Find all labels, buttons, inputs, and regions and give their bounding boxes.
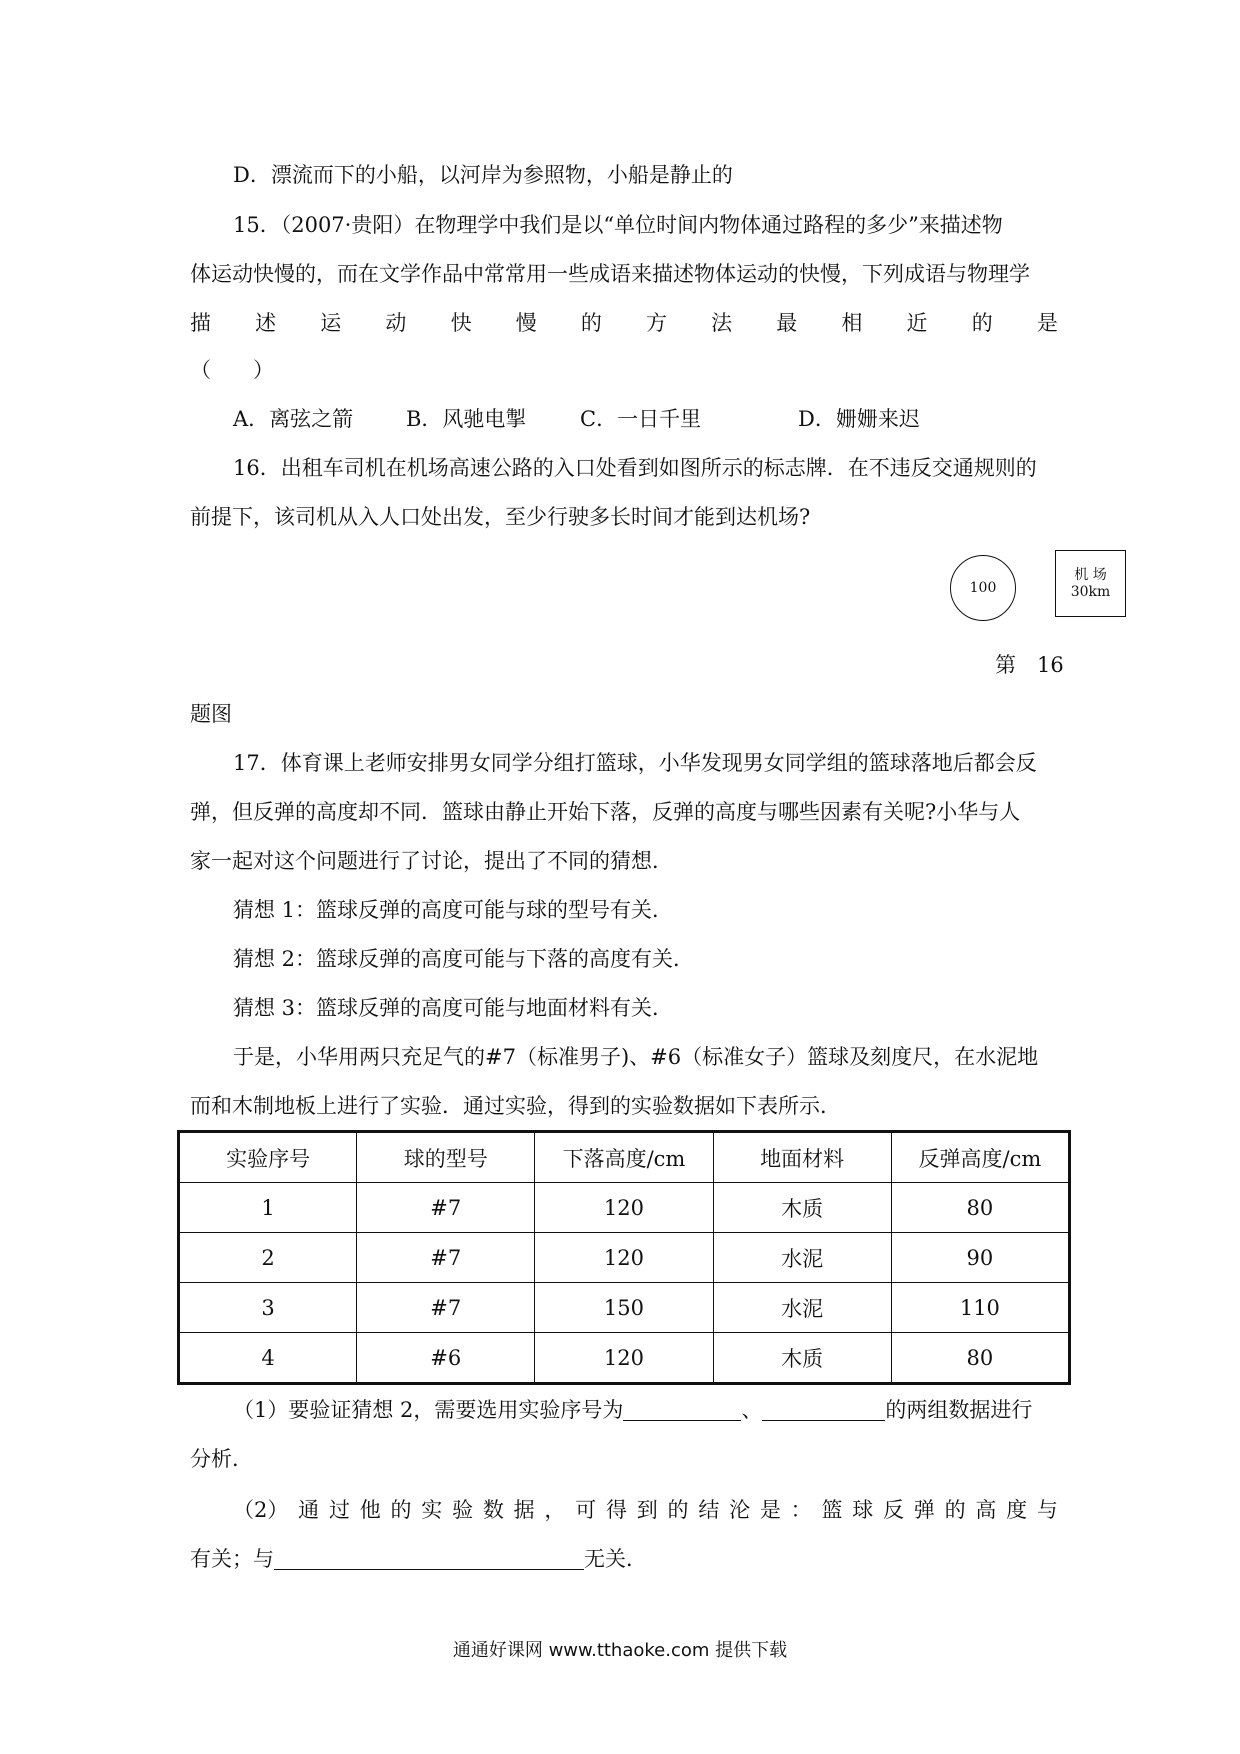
question-17-line-2: 弹，但反弹的高度却不同．篮球由静止开始下落，反弹的高度与哪些因素有关呢?小华与人 — [190, 800, 1021, 824]
justified-char: 描 — [190, 311, 211, 335]
sub-question-1-text: （1）要验证猜想 2，需要选用实验序号为 — [233, 1398, 624, 1422]
justified-char: 沦 — [729, 1498, 751, 1522]
table-row — [179, 1233, 1070, 1283]
table-header: 实验序号 — [179, 1132, 357, 1183]
airport-distance-sign — [1055, 550, 1126, 617]
table-cell: 木质 — [713, 1183, 891, 1233]
justified-char: 到 — [636, 1498, 658, 1522]
justified-char: 近 — [906, 311, 928, 335]
justified-char: 可 — [575, 1498, 597, 1522]
speed-limit-sign: 100 — [950, 555, 1016, 621]
justified-char: 验 — [452, 1498, 474, 1522]
justified-char: 方 — [645, 311, 667, 335]
table-cell: 1 — [179, 1183, 357, 1233]
table-header: 反弹高度/cm — [891, 1132, 1069, 1183]
sub-question-1-text-end: 的两组数据进行 — [885, 1398, 1033, 1422]
experiment-line-2: 而和木制地板上进行了实验．通过实验，得到的实验数据如下表所示． — [190, 1094, 841, 1118]
justified-char: 得 — [605, 1498, 627, 1522]
justified-char: 数 — [482, 1498, 504, 1522]
justified-char: 弹 — [913, 1498, 935, 1522]
table-cell: 木质 — [713, 1333, 891, 1384]
table-cell: #6 — [357, 1333, 535, 1384]
table-cell: 水泥 — [713, 1283, 891, 1333]
table-cell: 120 — [535, 1233, 713, 1283]
answer-blank[interactable] — [274, 1547, 584, 1570]
justified-char: 运 — [320, 311, 342, 335]
footer-credit: 通通好课网 www.tthaoke.com 提供下载 — [452, 1640, 788, 1661]
justified-char: 度 — [1006, 1498, 1028, 1522]
justified-char: 篮 — [821, 1498, 843, 1522]
justified-char: 他 — [359, 1498, 381, 1522]
justified-char: 结 — [698, 1498, 720, 1522]
option-c: C．一日千里 — [580, 407, 702, 431]
data-table — [177, 1130, 1071, 1385]
option-b: B．风驰电掣 — [406, 407, 527, 431]
table-row — [179, 1183, 1070, 1233]
question-16-line-1: 16．出租车司机在机场高速公路的入口处看到如图所示的标志牌．在不违反交通规则的 — [233, 456, 1037, 480]
table-cell: #7 — [357, 1233, 535, 1283]
experiment-line-1: 于是，小华用两只充足气的#7（标准男子)、#6（标准女子）篮球及刻度尺，在水泥地 — [233, 1045, 1039, 1069]
question-17-line-1: 17．体育课上老师安排男女同学分组打篮球，小华发现男女同学组的篮球落地后都会反 — [233, 751, 1037, 775]
justified-char: 的 — [667, 1498, 689, 1522]
justified-char: 慢 — [515, 311, 537, 335]
option-a: A．离弦之箭 — [233, 407, 354, 431]
justified-char: 的 — [390, 1498, 412, 1522]
justified-char: 的 — [580, 311, 602, 335]
question-17-line-3: 家一起对这个问题进行了讨论，提出了不同的猜想． — [190, 849, 673, 873]
justified-char: 球 — [852, 1498, 874, 1522]
sub-question-1-line-2: 分析． — [190, 1447, 253, 1471]
question-15-options — [233, 404, 1073, 434]
table-header-row — [179, 1132, 1070, 1183]
table-cell: 80 — [891, 1183, 1069, 1233]
question-16-line-2: 前提下，该司机从入人口处出发，至少行驶多长时间才能到达机场? — [190, 505, 811, 529]
table-header: 下落高度/cm — [535, 1132, 713, 1183]
table-cell: 4 — [179, 1333, 357, 1384]
sub-question-2-text-end: 无关． — [584, 1547, 647, 1571]
justified-char: 的 — [944, 1498, 966, 1522]
answer-blank[interactable] — [623, 1398, 741, 1421]
justified-char: 快 — [450, 311, 472, 335]
table-cell: 水泥 — [713, 1233, 891, 1283]
justified-char: 通 — [298, 1498, 320, 1522]
table-cell: 110 — [891, 1283, 1069, 1333]
table-cell: 120 — [535, 1333, 713, 1384]
option-d-prev-question: D．漂流而下的小船，以河岸为参照物，小船是静止的 — [233, 163, 733, 187]
justified-char: 述 — [255, 311, 277, 335]
sub-question-2-text: 有关；与 — [190, 1547, 274, 1571]
justified-char: 是 — [759, 1498, 781, 1522]
guess-2: 猜想 2：篮球反弹的高度可能与下落的高度有关． — [233, 947, 695, 971]
sub-question-2-line-2 — [190, 1544, 647, 1574]
table-cell: 120 — [535, 1183, 713, 1233]
justified-char: 实 — [421, 1498, 443, 1522]
guess-1: 猜想 1：篮球反弹的高度可能与球的型号有关． — [233, 898, 674, 922]
justified-char: 是 — [1036, 311, 1058, 335]
question-15-line-2: 体运动快慢的，而在文学作品中常常用一些成语来描述物体运动的快慢，下列成语与物理学 — [190, 262, 1030, 286]
justified-char: ： — [790, 1498, 812, 1522]
sub-question-1-line-1 — [233, 1395, 1032, 1425]
question-15-answer-bracket: （ ） — [190, 358, 274, 382]
separator: 、 — [741, 1398, 763, 1422]
table-row — [179, 1283, 1070, 1333]
table-cell: #7 — [357, 1183, 535, 1233]
justified-char: 据 — [513, 1498, 535, 1522]
justified-char: 高 — [975, 1498, 997, 1522]
table-cell: 3 — [179, 1283, 357, 1333]
table-row — [179, 1333, 1070, 1384]
figure-caption-line-1: 第 16 — [995, 653, 1064, 677]
sub-question-2-line-1 — [233, 1495, 1058, 1525]
justified-char: （2） — [233, 1498, 289, 1522]
answer-blank[interactable] — [762, 1398, 885, 1421]
justified-char: 法 — [711, 311, 733, 335]
table-cell: 90 — [891, 1233, 1069, 1283]
guess-3: 猜想 3：篮球反弹的高度可能与地面材料有关． — [233, 996, 674, 1020]
justified-char: 与 — [1036, 1498, 1058, 1522]
justified-char: 最 — [776, 311, 798, 335]
distance-label: 30km — [1070, 584, 1111, 600]
table-cell: 80 — [891, 1333, 1069, 1384]
justified-char: 动 — [385, 311, 407, 335]
justified-char: 过 — [328, 1498, 350, 1522]
question-15-line-1: 15．（2007·贵阳）在物理学中我们是以“单位时间内物体通过路程的多少”来描述物 — [233, 213, 1003, 237]
table-header: 地面材料 — [713, 1132, 891, 1183]
justified-char: 相 — [841, 311, 863, 335]
question-15-line-3 — [190, 308, 1058, 338]
justified-char: 反 — [883, 1498, 904, 1522]
table-cell: 150 — [535, 1283, 713, 1333]
table-cell: 2 — [179, 1233, 357, 1283]
option-d: D．姗姗来迟 — [798, 407, 920, 431]
table-header: 球的型号 — [357, 1132, 535, 1183]
figure-caption-line-2: 题图 — [190, 702, 232, 726]
justified-char: 的 — [971, 311, 993, 335]
airport-label: 机 场 — [1074, 567, 1107, 583]
table-cell: #7 — [357, 1283, 535, 1333]
justified-char: ， — [544, 1498, 566, 1522]
